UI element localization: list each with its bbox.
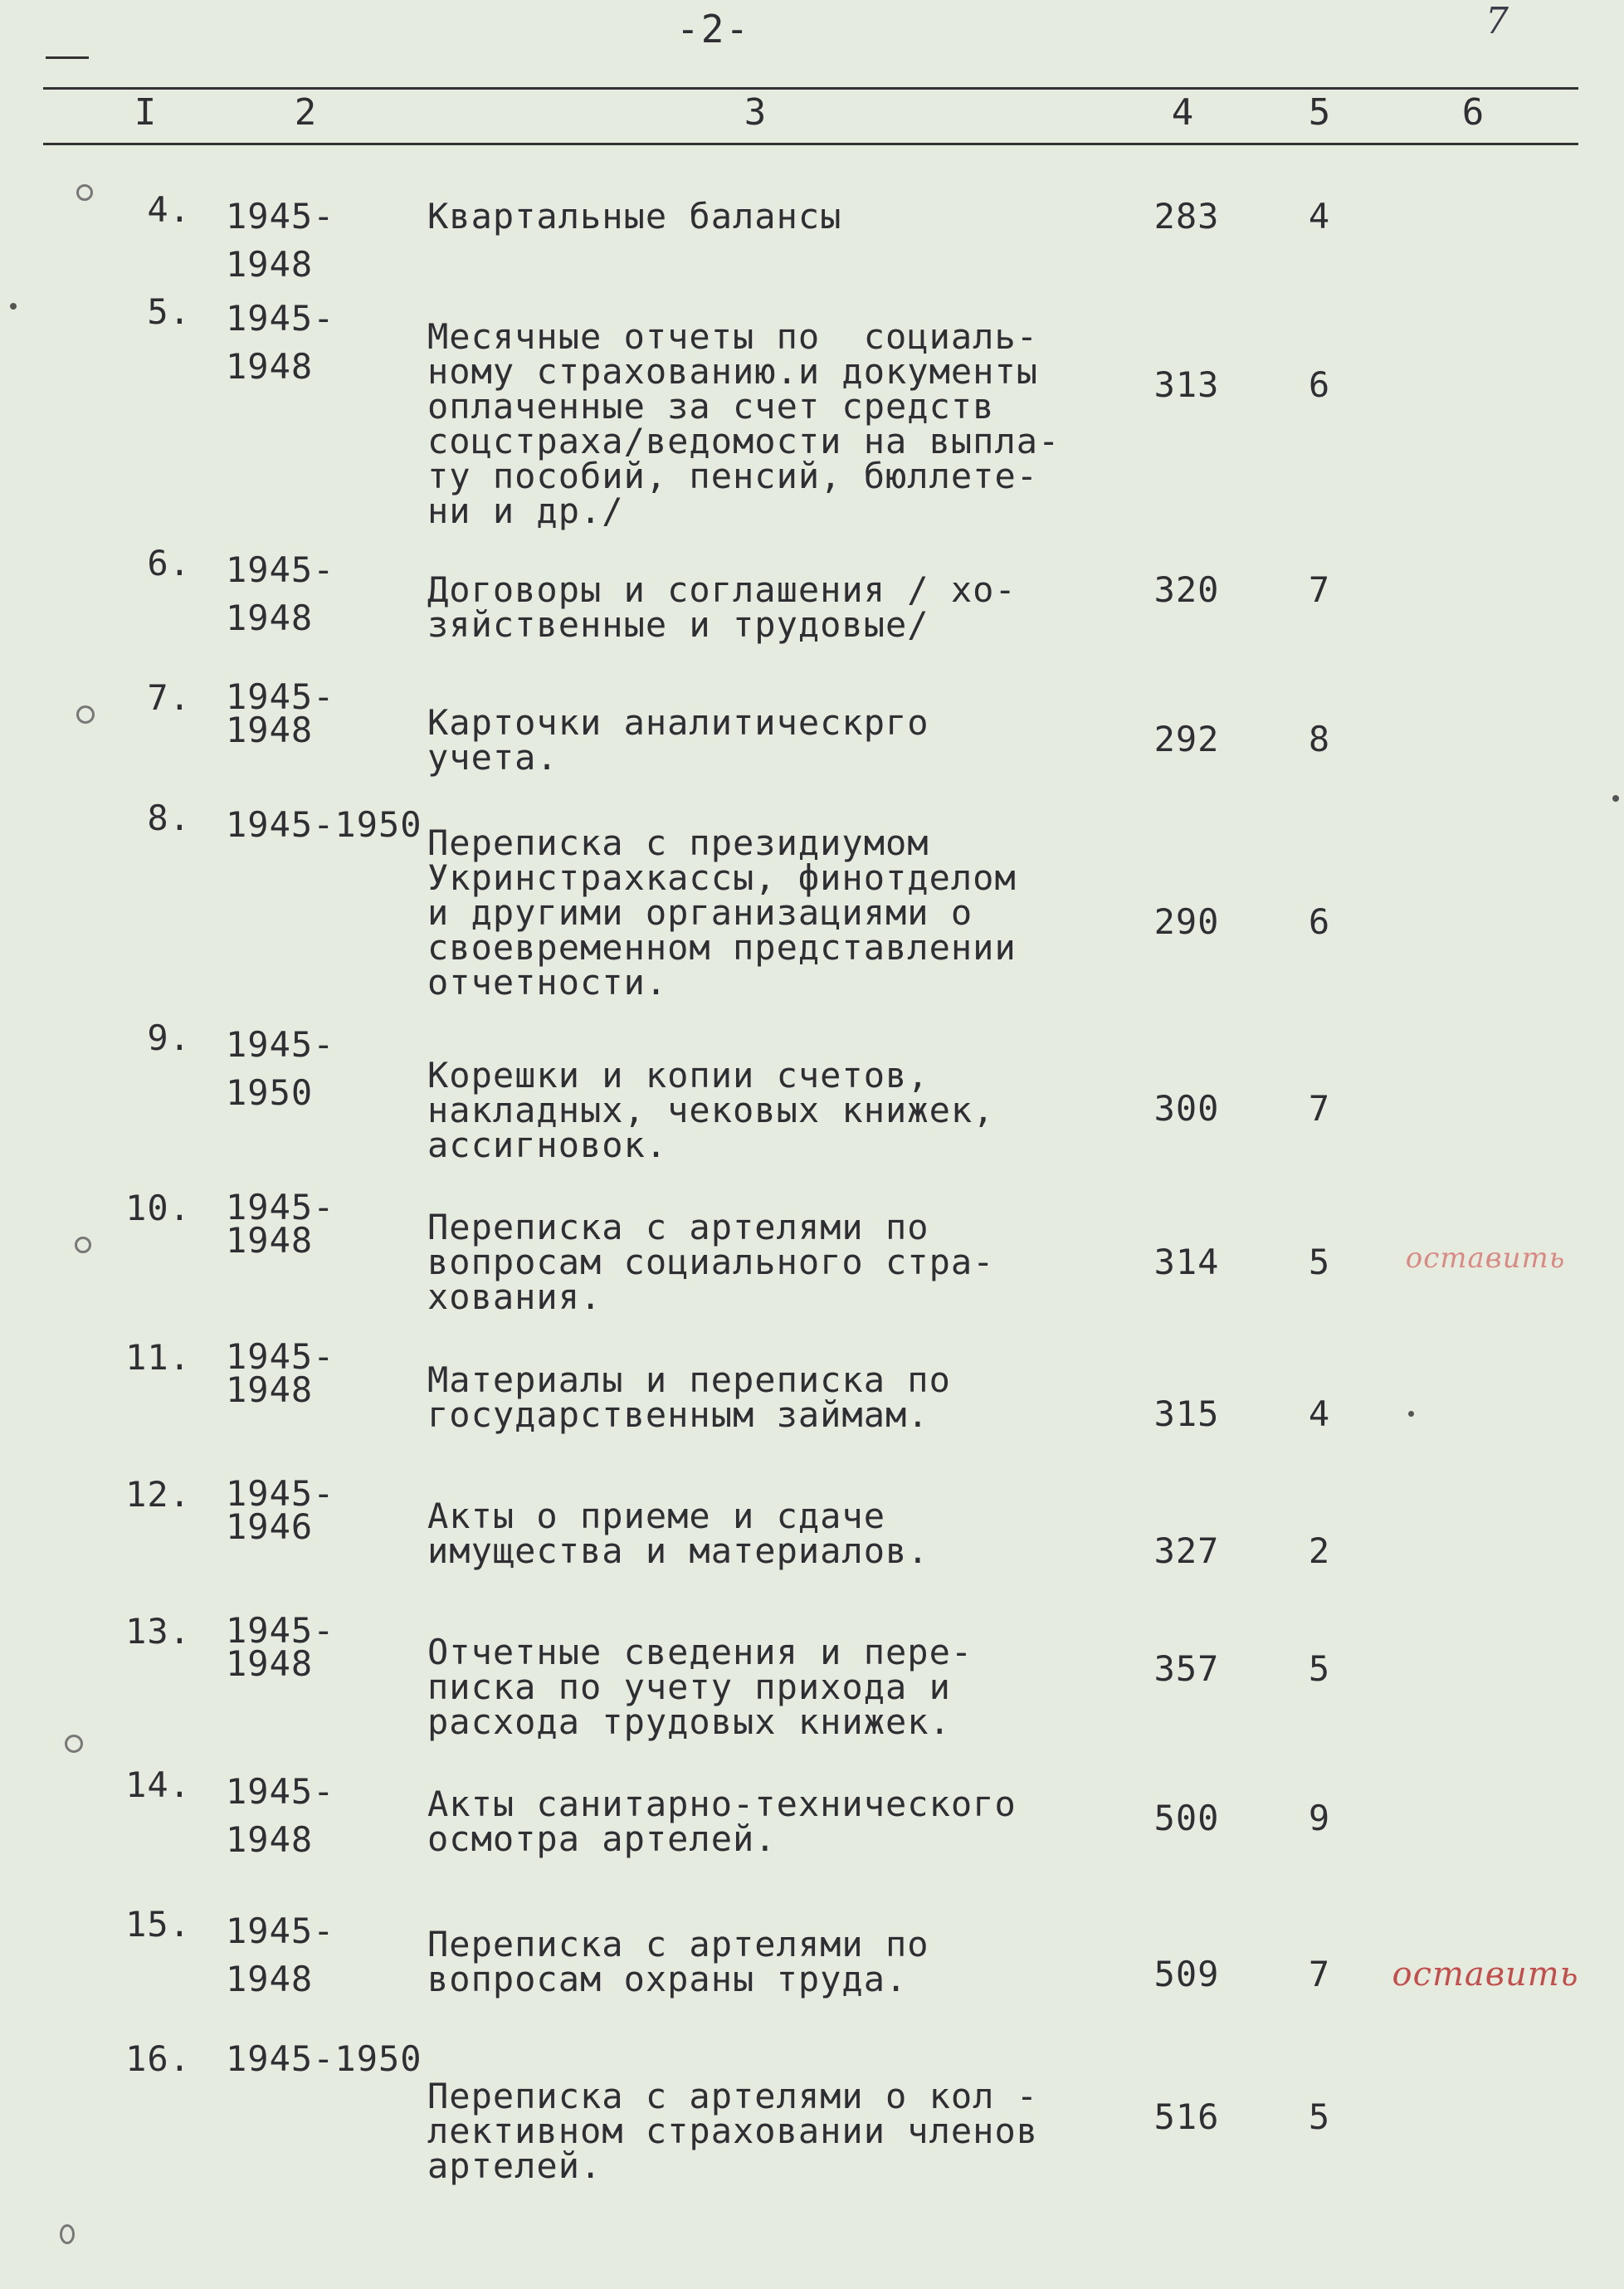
item-volume: 8	[1308, 719, 1331, 759]
header-col-3: 3	[744, 91, 767, 134]
item-title-line: Укринстрахкассы, финотделом	[427, 857, 1017, 898]
item-title	[427, 1924, 1108, 1999]
item-title-line: своевременном представлении	[427, 927, 1017, 968]
item-volume: 4	[1308, 1393, 1331, 1434]
item-title-line: хования.	[427, 1276, 602, 1317]
item-number: 9.	[147, 1018, 191, 1058]
item-title-line: соцстраха/ведомости на выпла-	[427, 421, 1061, 461]
item-number: 10.	[125, 1188, 191, 1228]
item-title-line: отчетности.	[427, 962, 668, 1003]
item-title	[427, 702, 1108, 778]
date-range: 1945- 1950	[226, 1024, 335, 1113]
item-volume: 9	[1308, 1798, 1331, 1838]
item-volume: 7	[1308, 569, 1331, 610]
item-count: 315	[1153, 1393, 1220, 1434]
item-number: 16.	[125, 2038, 191, 2079]
header-rule-top	[43, 87, 1578, 90]
item-title-line: учета.	[427, 737, 558, 778]
item-count: 500	[1153, 1798, 1220, 1838]
date-range: 1945- 1948	[226, 549, 335, 638]
item-title-line: ассигновок.	[427, 1125, 668, 1165]
item-volume: 5	[1308, 1242, 1331, 1282]
header-col-2: 2	[294, 91, 317, 134]
item-volume: 7	[1308, 1954, 1331, 1994]
item-title	[427, 1359, 1108, 1435]
item-title-line: Месячные отчеты по социаль-	[427, 316, 1039, 357]
header-col-1: I	[134, 91, 157, 134]
item-title-line: Переписка с артелями по	[427, 1924, 929, 1964]
item-title-line: оплаченные за счет средств	[427, 386, 995, 427]
ink-dot	[10, 303, 17, 310]
date-range: 1945- 1948	[226, 1911, 335, 1999]
date-range: 1945- 1948	[226, 676, 335, 750]
item-number: 5.	[147, 291, 191, 332]
item-title-line: Акты о приеме и сдаче	[427, 1496, 886, 1536]
item-title	[427, 316, 1108, 531]
header-col-5: 5	[1308, 91, 1331, 134]
item-number: 4.	[147, 189, 191, 230]
date-range: 1945- 1948	[226, 1187, 335, 1261]
item-count: 300	[1153, 1088, 1220, 1129]
item-title-line: писка по учету прихода и	[427, 1667, 951, 1707]
punch-mark	[65, 1735, 83, 1753]
sheet-number: 7	[1485, 0, 1509, 42]
item-count: 327	[1153, 1530, 1220, 1571]
item-title	[427, 569, 1108, 645]
item-number: 13.	[125, 1611, 191, 1652]
item-count: 516	[1153, 2096, 1220, 2137]
item-title-line: накладных, чековых книжек,	[427, 1090, 995, 1130]
item-title-line: зяйственные и трудовые/	[427, 604, 929, 645]
item-count: 292	[1153, 719, 1220, 759]
item-count: 357	[1153, 1648, 1220, 1689]
header-col-6: 6	[1461, 91, 1485, 134]
item-title	[427, 1055, 1108, 1165]
item-count: 283	[1153, 196, 1220, 237]
item-title	[427, 822, 1108, 1003]
date-range: 1945- 1948	[226, 1336, 335, 1410]
item-title-line: Корешки и копии счетов,	[427, 1055, 929, 1096]
ink-dot	[1612, 795, 1619, 802]
item-title	[427, 196, 1108, 237]
date-range: 1945- 1948	[226, 1771, 335, 1860]
item-volume: 4	[1308, 196, 1331, 237]
item-title-line: государственным займам.	[427, 1394, 929, 1435]
item-title-line: Переписка с артелями о кол -	[427, 2076, 1039, 2116]
item-volume: 5	[1308, 2096, 1331, 2137]
corner-dash	[46, 56, 89, 59]
item-title-line: вопросам социального стра-	[427, 1242, 995, 1282]
header-rule-bottom	[43, 143, 1578, 145]
item-title	[427, 2076, 1108, 2186]
item-title-line: Переписка с президиумом	[427, 822, 929, 863]
item-number: 12.	[125, 1474, 191, 1515]
item-volume: 6	[1308, 364, 1331, 405]
punch-mark	[75, 1237, 91, 1253]
item-title	[427, 1207, 1108, 1317]
item-number: 6.	[147, 543, 191, 583]
page-number: -2-	[676, 7, 751, 51]
item-title-line: Договоры и соглашения / хо-	[427, 569, 1017, 610]
item-number: 11.	[125, 1337, 191, 1378]
date-range: 1945-1950	[226, 2038, 422, 2079]
item-volume: 5	[1308, 1648, 1331, 1689]
item-count: 290	[1153, 901, 1220, 942]
item-number: 15.	[125, 1904, 191, 1945]
item-count: 509	[1153, 1954, 1220, 1994]
item-title-line: ту пособий, пенсий, бюллете-	[427, 456, 1039, 496]
item-count: 320	[1153, 569, 1220, 610]
item-title-line: лективном страховании членов	[427, 2111, 1039, 2151]
item-title-line: ному страхованию.и документы	[427, 351, 1039, 392]
punch-mark	[76, 184, 93, 201]
item-count: 313	[1153, 364, 1220, 405]
item-number: 7.	[147, 677, 191, 718]
item-count: 314	[1153, 1242, 1220, 1282]
date-range: 1945- 1946	[226, 1473, 335, 1547]
ink-dot	[1408, 1411, 1414, 1417]
header-col-4: 4	[1171, 91, 1194, 134]
item-title-line: Карточки аналитическрго	[427, 702, 929, 743]
punch-mark	[76, 705, 95, 724]
date-range: 1945- 1948	[226, 196, 335, 285]
date-range: 1945- 1948	[226, 298, 335, 387]
item-title-line: осмотра артелей.	[427, 1818, 777, 1859]
item-title-line: Материалы и переписка по	[427, 1359, 951, 1400]
item-title-line: расхода трудовых книжек.	[427, 1701, 951, 1742]
handwritten-note: оставить	[1392, 1955, 1579, 1994]
item-title-line: Переписка с артелями по	[427, 1207, 929, 1247]
item-title	[427, 1632, 1108, 1742]
item-volume: 7	[1308, 1088, 1331, 1129]
item-title	[427, 1784, 1108, 1859]
item-title-line: и другими организациями о	[427, 892, 973, 933]
handwritten-note: оставить	[1405, 1242, 1566, 1275]
item-title-line: ни и др./	[427, 490, 624, 531]
date-range: 1945-1950	[226, 804, 422, 845]
item-volume: 2	[1308, 1530, 1331, 1571]
item-title-line: имущества и материалов.	[427, 1530, 929, 1571]
item-number: 8.	[147, 798, 191, 838]
item-title-line: вопросам охраны труда.	[427, 1959, 908, 1999]
item-title-line: Акты санитарно-технического	[427, 1784, 1017, 1824]
date-range: 1945- 1948	[226, 1610, 335, 1684]
item-number: 14.	[125, 1764, 191, 1805]
punch-mark	[60, 2224, 75, 2244]
item-title-line: Отчетные сведения и пере-	[427, 1632, 973, 1672]
item-volume: 6	[1308, 901, 1331, 942]
item-title-line: Квартальные балансы	[427, 196, 842, 237]
item-title-line: артелей.	[427, 2145, 602, 2186]
item-title	[427, 1496, 1108, 1571]
